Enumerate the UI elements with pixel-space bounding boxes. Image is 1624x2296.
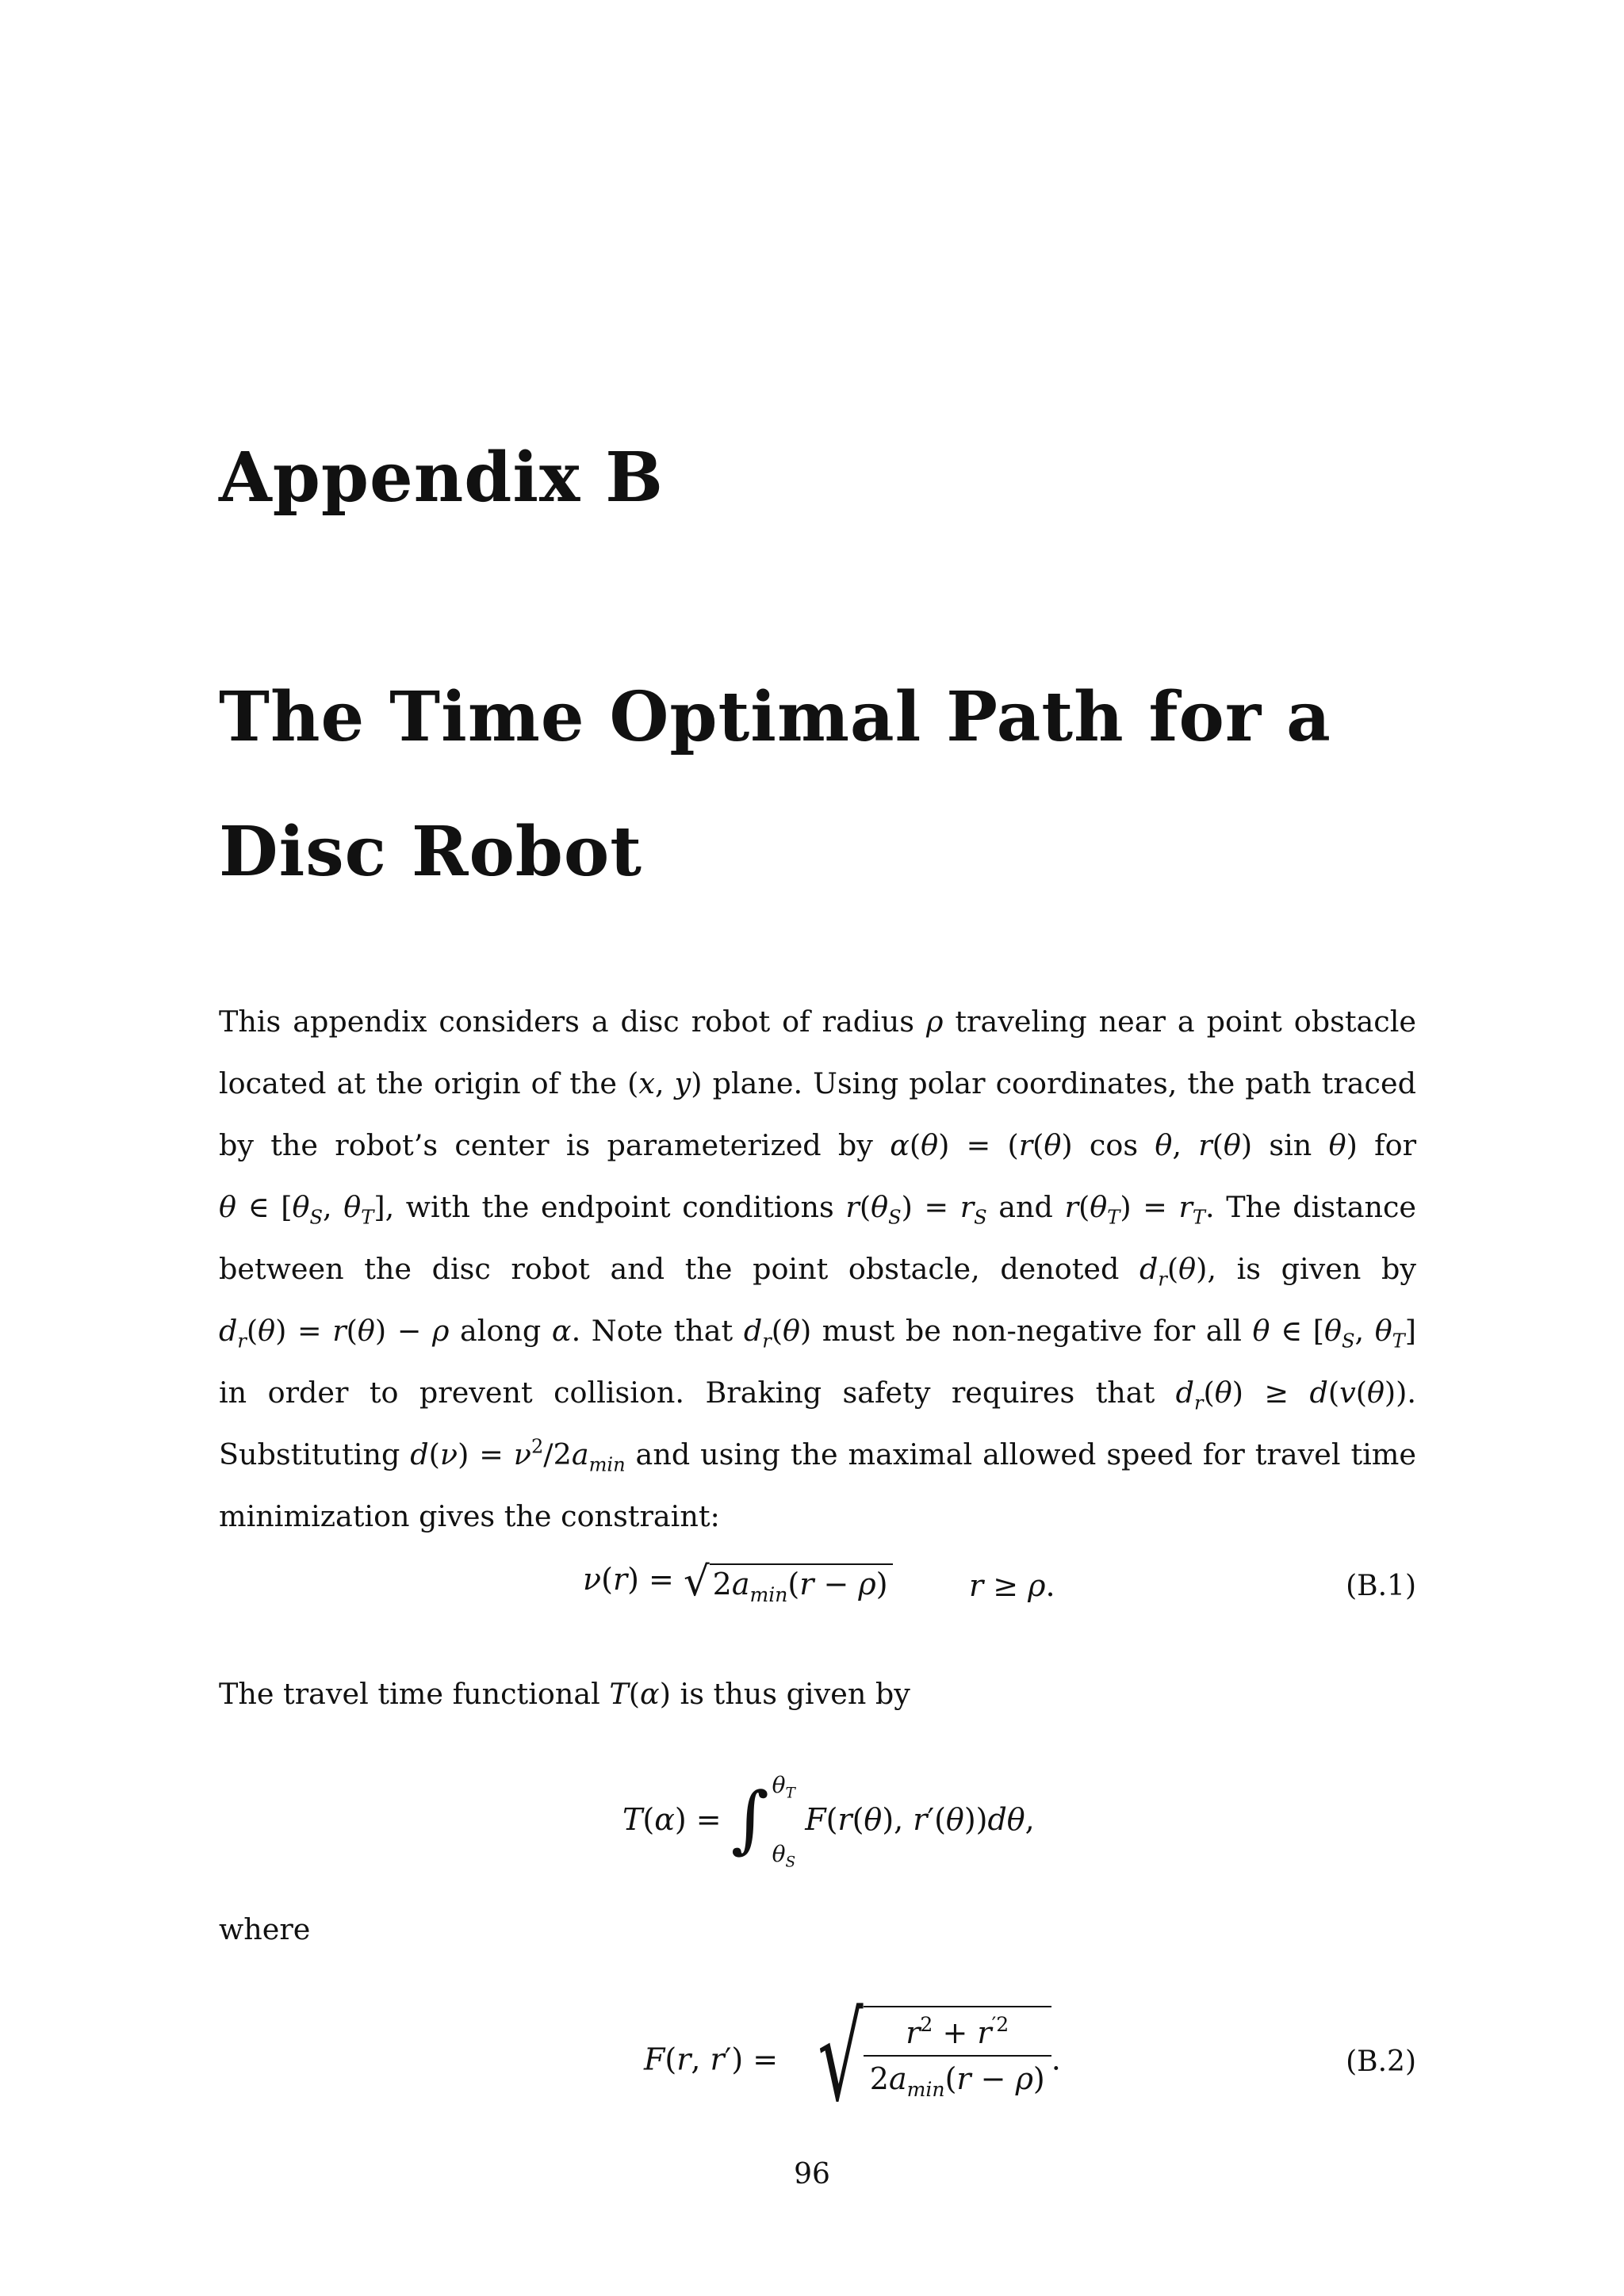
text-run: must be non-negative for all [811, 1314, 1253, 1348]
text-run: plane. Using polar coordinates, the path traced by the robot’s center is parameterized by [219, 1066, 1416, 1162]
math-braking: $d_r(\theta) \ge d(v(\theta))$ [1175, 1376, 1408, 1414]
text-run: The travel time functional [219, 1677, 610, 1711]
text-run: , is given by [1207, 1252, 1416, 1286]
text-run: is thus given by [670, 1677, 910, 1711]
equation-number-b2: (B.2) [1346, 2045, 1416, 2078]
text-run: along [449, 1314, 552, 1348]
equation-integral [622, 1772, 1035, 1871]
math-dr-def: $d_r(\theta) = r(\theta) - \rho$ [219, 1314, 450, 1353]
sqrt: √ $2a_{min}(r - \rho)$ [684, 1562, 893, 1602]
equation-lhs: ν(r) = [583, 1562, 684, 1598]
equation-lhs: F(r, r′) = [644, 2042, 788, 2077]
where-paragraph: where [219, 1912, 311, 1946]
appendix-label: Appendix B [219, 438, 664, 518]
text-run: in order to prevent collision. Braking safety requires that [219, 1376, 1176, 1410]
equation-b1 [583, 1558, 893, 1606]
fraction: $\frac{r^2 + r^{'2}}{2a_{min}(r - \rho)}$ [864, 2015, 1051, 2097]
text-run: , with the endpoint conditions [385, 1190, 846, 1224]
math-T-alpha: T(α) [609, 1677, 671, 1711]
chapter-title: The Time Optimal Path for a Disc Robot [219, 677, 1331, 892]
math-dr: $d_r(\theta)$ [1139, 1252, 1208, 1291]
math-condition-start: $r(\theta_S) = r_S$ [845, 1190, 987, 1229]
math-alpha-def: α(θ) = (r(θ) cos θ, r(θ) sin θ) [890, 1128, 1358, 1162]
math-dr: $d_r(\theta)$ [743, 1314, 812, 1353]
math-xy: (x, y) [627, 1066, 703, 1100]
math-rho: ρ [925, 1004, 944, 1039]
text-run: traveling near a point obstacle located at the origin of the [219, 1004, 1417, 1100]
equation-number-b1: (B.1) [1346, 1570, 1416, 1602]
math-theta-range: θ ∈ [$\theta_S$, $\theta_T$] [1252, 1314, 1416, 1353]
travel-time-paragraph [219, 1663, 1416, 1725]
page-number: 96 [794, 2158, 830, 2191]
math-theta-range: θ ∈ [$\theta_S$, $\theta_T$] [219, 1190, 385, 1229]
text-run: and using the maximal allowed speed for travel time minimization gives the constraint: [219, 1437, 1416, 1533]
equation-b2: F(r, r′) = √ $\frac{r^2 + r^{'2}}{2a_{min}(r - \rho)}$ . [644, 1990, 1061, 2128]
intro-paragraph [219, 991, 1416, 1548]
text-run: . The distance between the disc robot and the point obstacle, denoted [219, 1190, 1417, 1286]
integral-sign: ∫ $\theta_T$ $\theta_S$ [730, 1772, 796, 1871]
text-run: . Substituting [219, 1376, 1417, 1471]
sqrt: √ $\frac{r^2 + r^{'2}}{2a_{min}(r - \rho)}$ [787, 2006, 1051, 2113]
text-run: and [986, 1190, 1065, 1224]
text-run: This appendix considers a disc robot of radius [219, 1004, 926, 1039]
text-run: . Note that [571, 1314, 744, 1348]
math-alpha: α [551, 1314, 572, 1348]
equation-lhs: T(α) = [622, 1802, 731, 1837]
math-d-nu: $d(\nu) = \nu^2/2a_{min}$ [410, 1435, 626, 1476]
integrand: F(r(θ), r′(θ))dθ, [795, 1802, 1035, 1837]
math-condition-end: $r(\theta_T) = r_T$ [1064, 1190, 1205, 1229]
equation-b1-condition: r ≥ ρ. [969, 1568, 1055, 1603]
text-run: for [1357, 1128, 1417, 1162]
